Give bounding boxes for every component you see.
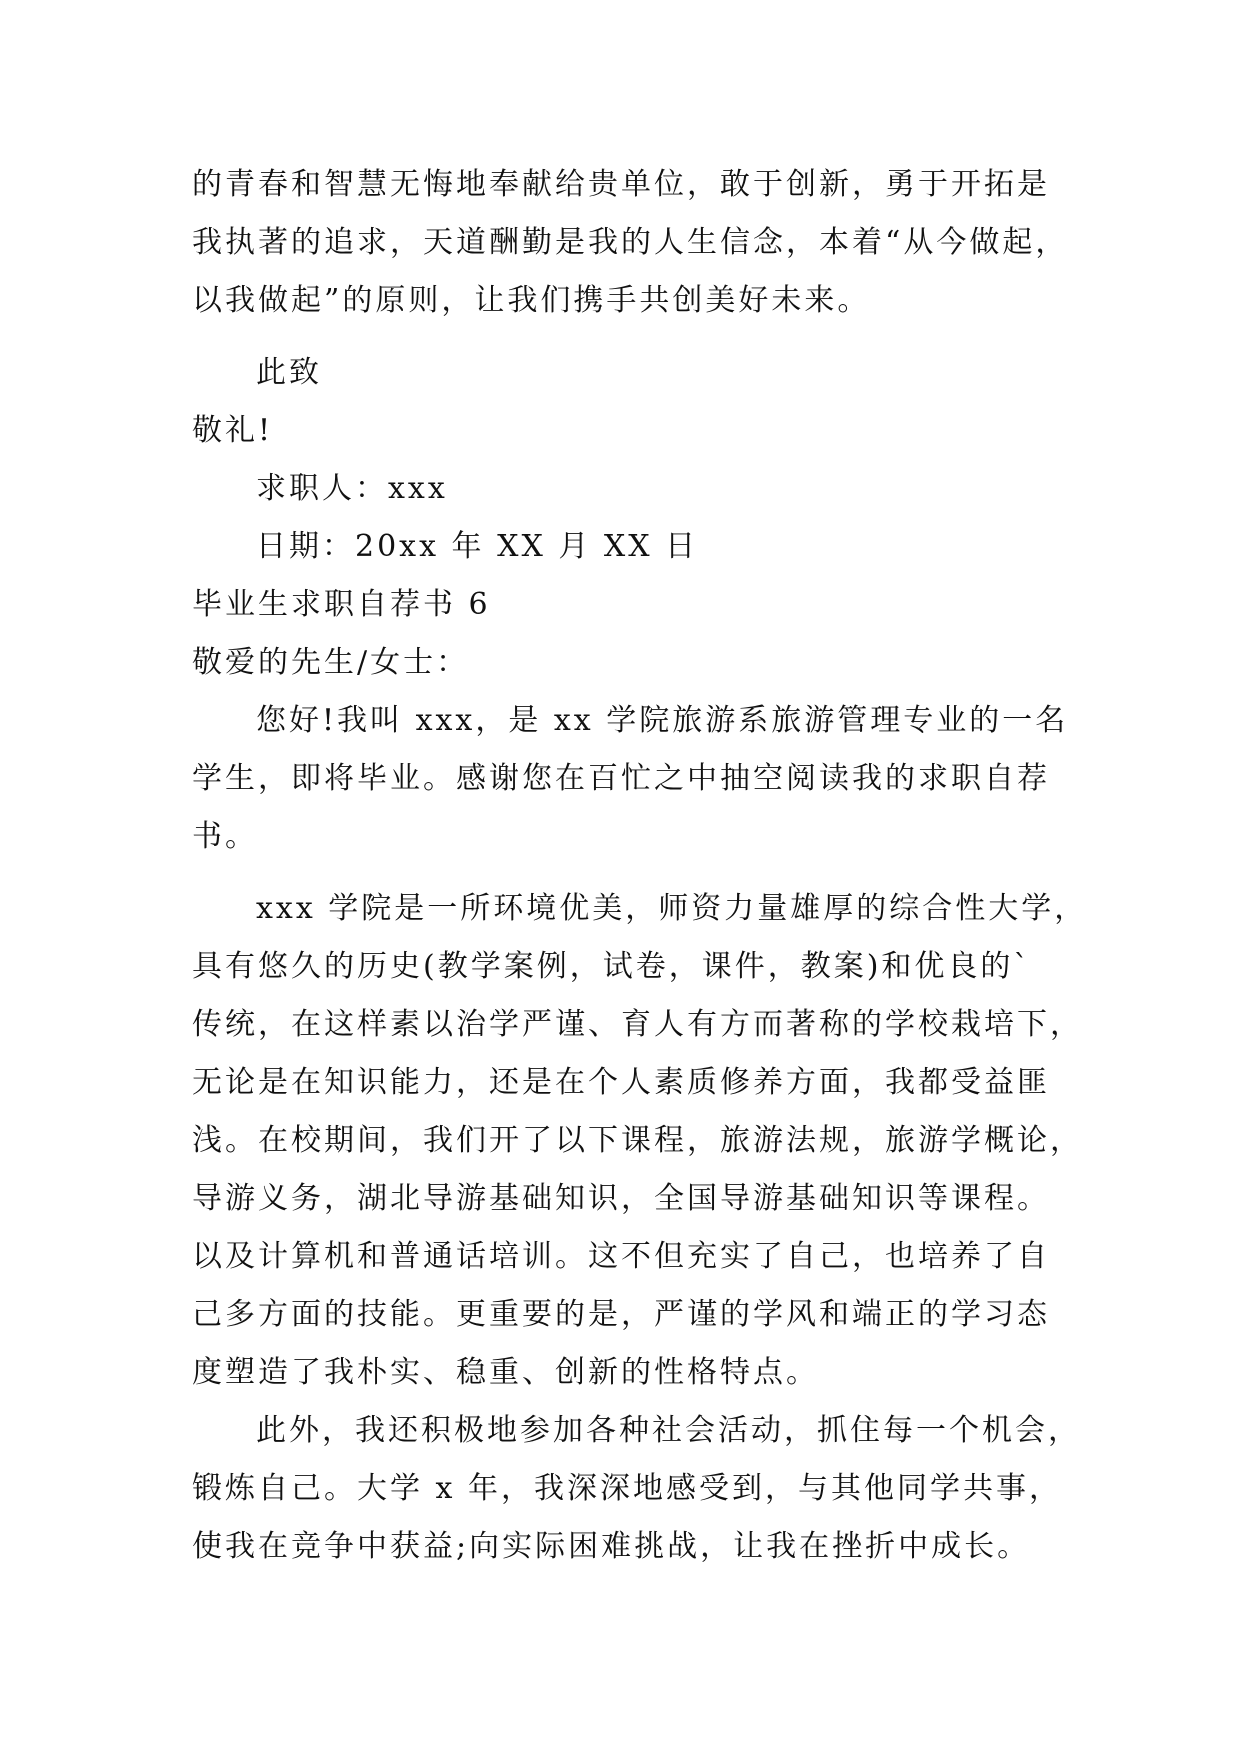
closing-jing-li: 敬礼! <box>192 413 274 448</box>
intro-paragraph <box>192 692 1072 866</box>
section-title: 毕业生求职自荐书 6 <box>192 587 491 622</box>
text-line: xxx 学院是一所环境优美，师资力量雄厚的综合性大学， <box>256 891 1088 926</box>
text-line: 导游义务，湖北导游基础知识，全国导游基础知识等课程。 <box>192 1181 1050 1216</box>
applicant-line: 求职人：xxx <box>256 471 448 506</box>
top-paragraph <box>192 156 1072 330</box>
text-line: 无论是在知识能力，还是在个人素质修养方面，我都受益匪 <box>192 1065 1050 1100</box>
activities-paragraph <box>192 1402 1081 1576</box>
text-line: 锻炼自己。大学 x 年，我深深地感受到，与其他同学共事， <box>192 1471 1062 1506</box>
closing-ci-zhi: 此致 <box>256 355 322 390</box>
text-line: 浅。在校期间，我们开了以下课程，旅游法规，旅游学概论， <box>192 1123 1083 1158</box>
text-line: 度塑造了我朴实、稳重、创新的性格特点。 <box>192 1355 819 1390</box>
text-line: 书。 <box>192 819 258 854</box>
salutation: 敬爱的先生/女士： <box>192 645 470 680</box>
text-line: 的青春和智慧无悔地奉献给贵单位，敢于创新，勇于开拓是 <box>192 167 1050 202</box>
text-line: 传统，在这样素以治学严谨、育人有方而著称的学校栽培下， <box>192 1007 1083 1042</box>
text-line: 以及计算机和普通话培训。这不但充实了自己，也培养了自 <box>192 1239 1050 1274</box>
text-line: 我执著的追求，天道酬勤是我的人生信念，本着“从今做起， <box>192 225 1069 260</box>
text-line: 此外，我还积极地参加各种社会活动，抓住每一个机会， <box>256 1413 1081 1448</box>
text-line: 使我在竞争中获益;向实际困难挑战，让我在挫折中成长。 <box>192 1529 1031 1564</box>
text-line: 学生，即将毕业。感谢您在百忙之中抽空阅读我的求职自荐 <box>192 761 1050 796</box>
school-paragraph <box>192 880 1088 1402</box>
text-line: 己多方面的技能。更重要的是，严谨的学风和端正的学习态 <box>192 1297 1050 1332</box>
letter-body <box>192 156 1088 1576</box>
text-line: 具有悠久的历史(教学案例，试卷，课件，教案)和优良的` <box>192 949 1032 984</box>
text-line: 以我做起”的原则，让我们携手共创美好未来。 <box>192 283 871 318</box>
date-line: 日期：20xx 年 XX 月 XX 日 <box>256 529 699 564</box>
text-line: 您好!我叫 xxx，是 xx 学院旅游系旅游管理专业的一名 <box>256 703 1069 738</box>
